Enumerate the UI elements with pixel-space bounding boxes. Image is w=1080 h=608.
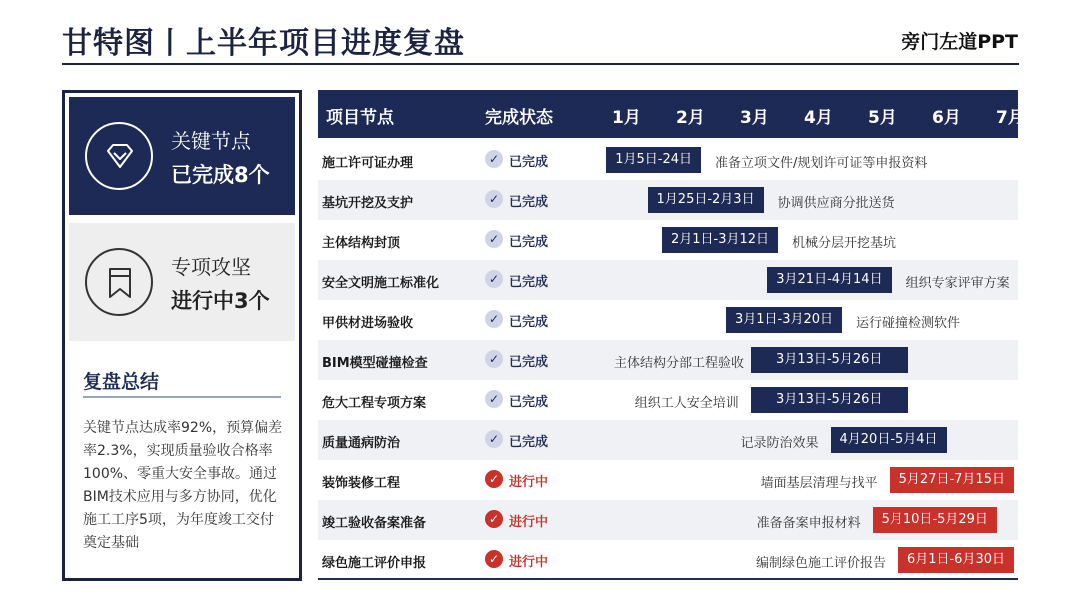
task-note: 墙面基层清理与找平: [760, 476, 878, 491]
check-icon: ✓: [485, 310, 503, 328]
card-value: 已完成8个: [171, 163, 270, 187]
month-header: 1月: [612, 108, 641, 128]
task-note: 运行碰撞检测软件: [856, 316, 961, 331]
gantt-bar: 5月27日-7月15日: [890, 467, 1014, 493]
task-note: 准备备案申报材料: [756, 516, 861, 531]
review-text: 关键节点达成率92%，预算偏差率2.3%，实现质量验收合格率100%、零重大安全事故。通过BIM技术应用与多方协同，优化施工工序5项，为年度竣工交付奠定基础: [83, 420, 283, 551]
task-note: 协调供应商分批送货: [777, 196, 895, 211]
gantt-row: [318, 140, 1018, 180]
brand-logo: 旁门左道PPT: [901, 31, 1018, 53]
gantt-row: [318, 420, 1018, 460]
gantt-bar: 3月21日-4月14日: [767, 267, 891, 293]
card-label: 关键节点: [171, 129, 251, 153]
col-header-status: 完成状态: [485, 108, 553, 128]
in-progress-check-icon: ✓: [485, 510, 503, 528]
in-progress-check-icon: ✓: [485, 550, 503, 568]
status-text: 已完成: [509, 275, 549, 290]
status-text: 已完成: [509, 355, 549, 370]
status-text: 已完成: [509, 235, 549, 250]
summary-panel: [62, 90, 302, 581]
task-note: 记录防治效果: [740, 436, 819, 451]
status-text: 进行中: [509, 515, 549, 530]
gantt-row: [318, 300, 1018, 340]
gantt-row: [318, 460, 1018, 500]
gantt-row: [318, 220, 1018, 260]
task-name: 危大工程专项方案: [322, 396, 427, 411]
status-text: 进行中: [509, 475, 549, 490]
task-name: 装饰装修工程: [322, 476, 401, 491]
table-header: [318, 90, 1025, 138]
task-name: 质量通病防治: [322, 436, 401, 451]
task-name: 竣工验收备案准备: [322, 516, 427, 531]
check-icon: ✓: [485, 270, 503, 288]
month-header: 5月: [868, 108, 897, 128]
month-header: 3月: [740, 108, 769, 128]
gantt-bar: 3月13日-5月26日: [751, 387, 908, 413]
task-note: 组织工人安全培训: [634, 396, 739, 411]
gantt-row: [318, 180, 1018, 220]
status-text: 已完成: [509, 315, 549, 330]
gantt-bar: 4月20日-5月4日: [831, 427, 947, 453]
review-divider: [83, 396, 281, 398]
task-note: 机械分层开挖基坑: [792, 236, 897, 251]
status-text: 已完成: [509, 155, 549, 170]
gantt-bar: 5月10日-5月29日: [873, 507, 997, 533]
task-note: 编制绿色施工评价报告: [755, 556, 886, 571]
gantt-row: [318, 380, 1018, 420]
task-name: 基坑开挖及支护: [322, 196, 414, 211]
card-value: 进行中3个: [171, 289, 270, 313]
card-label: 专项攻坚: [171, 255, 251, 279]
in-progress-check-icon: ✓: [485, 470, 503, 488]
task-note: 准备立项文件/规划许可证等申报资料: [715, 156, 928, 171]
page-title: 甘特图丨上半年项目进度复盘: [62, 26, 465, 61]
key-milestone-card: [69, 97, 295, 215]
task-name: 绿色施工评价申报: [322, 556, 427, 571]
task-name: 主体结构封顶: [322, 236, 401, 251]
task-name: 安全文明施工标准化: [322, 276, 440, 291]
gantt-row: [318, 340, 1018, 380]
gantt-row: [318, 260, 1018, 300]
task-name: BIM模型碰撞检查: [322, 356, 428, 371]
check-icon: ✓: [485, 430, 503, 448]
table-bottom-rule: [318, 578, 1018, 580]
task-name: 甲供材进场验收: [322, 316, 414, 331]
gantt-bar: 3月13日-5月26日: [751, 347, 908, 373]
check-icon: ✓: [485, 150, 503, 168]
month-header: 2月: [676, 108, 705, 128]
gantt-row: [318, 540, 1018, 580]
gantt-bar: 3月1日-3月20日: [726, 307, 842, 333]
check-icon: ✓: [485, 350, 503, 368]
check-icon: ✓: [485, 230, 503, 248]
status-text: 已完成: [509, 195, 549, 210]
month-header: 4月: [804, 108, 833, 128]
status-text: 进行中: [509, 555, 549, 570]
status-text: 已完成: [509, 395, 549, 410]
month-header: 7月: [996, 108, 1025, 128]
bookmark-icon: [85, 248, 153, 316]
task-note: 组织专家评审方案: [905, 276, 1010, 291]
special-task-card: [69, 223, 295, 341]
diamond-icon: [85, 122, 153, 190]
gantt-bar: 6月1日-6月30日: [898, 547, 1014, 573]
title-divider: [62, 63, 1019, 65]
gantt-bar: 2月1日-3月12日: [662, 227, 778, 253]
task-note: 主体结构分部工程验收: [614, 356, 745, 371]
col-header-name: 项目节点: [326, 108, 394, 128]
gantt-bar: 1月25日-2月3日: [648, 187, 764, 213]
gantt-bar: 1月5日-24日: [606, 147, 701, 173]
check-icon: ✓: [485, 390, 503, 408]
status-text: 已完成: [509, 435, 549, 450]
month-header: 6月: [932, 108, 961, 128]
task-name: 施工许可证办理: [322, 156, 414, 171]
check-icon: ✓: [485, 190, 503, 208]
gantt-row: [318, 500, 1018, 540]
review-title: 复盘总结: [83, 371, 160, 393]
